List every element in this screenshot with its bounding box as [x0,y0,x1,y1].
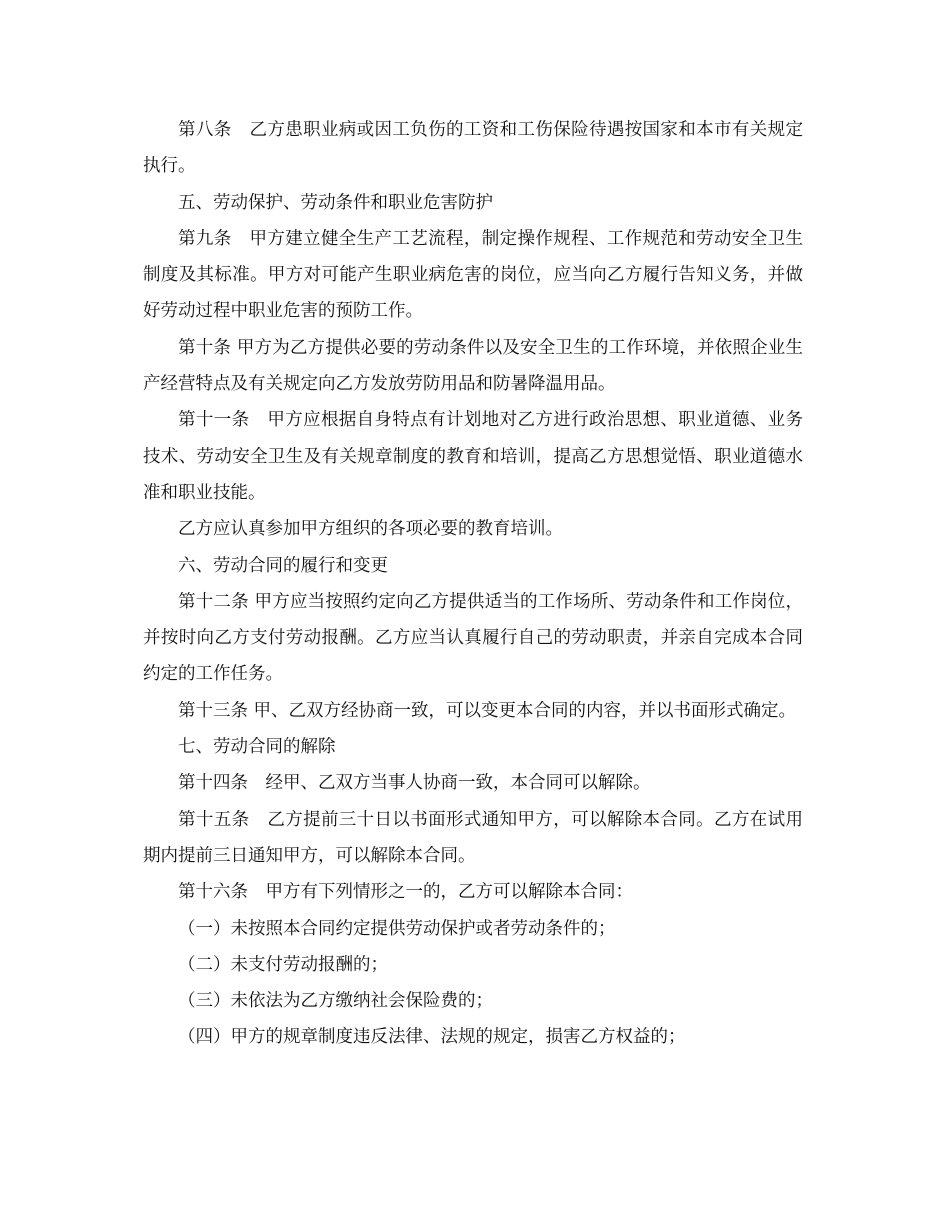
article-15: 第十五条 乙方提前三十日以书面形式通知甲方，可以解除本合同。乙方在试用期内提前三日通知甲方，可以解除本合同。 [143,809,803,866]
article-10: 第十条 甲方为乙方提供必要的劳动条件以及安全卫生的工作环境，并依照企业生产经营特点及有关规定向乙方发放劳防用品和防暑降温用品。 [143,337,803,395]
section-6-heading: 六、劳动合同的履行和变更 [178,555,388,576]
article-9: 第九条 甲方建立健全生产工艺流程，制定操作规程、工作规范和劳动安全卫生制度及其标准。甲方对可能产生职业病危害的岗位，应当向乙方履行告知义务，并做好劳动过程中职业危害的预防工作。 [143,228,803,322]
article-16: 第十六条 甲方有下列情形之一的，乙方可以解除本合同： [178,882,633,903]
clause-item-1: （一）未按照本合同约定提供劳动保护或者劳动条件的； [178,918,616,939]
clause-item-2: （二）未支付劳动报酬的； [178,954,388,975]
clause-item-4: （四）甲方的规章制度违反法律、法规的规定，损害乙方权益的； [178,1027,686,1048]
section-7-heading: 七、劳动合同的解除 [178,737,336,758]
section-5-heading: 五、劳动保护、劳动条件和职业危害防护 [178,192,493,213]
article-14: 第十四条 经甲、乙双方当事人协商一致，本合同可以解除。 [178,773,651,794]
clause-item-3: （三）未依法为乙方缴纳社会保险费的； [178,991,493,1012]
article-11: 第十一条 甲方应根据自身特点有计划地对乙方进行政治思想、职业道德、业务技术、劳动安全卫生及有关规章制度的教育和培训，提高乙方思想觉悟、职业道德水准和职业技能。 [143,410,803,503]
training-note: 乙方应认真参加甲方组织的各项必要的教育培训。 [178,519,563,540]
article-12: 第十二条 甲方应当按照约定向乙方提供适当的工作场所、劳动条件和工作岗位，并按时向乙方支付劳动报酬。乙方应当认真履行自己的劳动职责，并亲自完成本合同约定的工作任务。 [143,591,803,685]
article-8: 第八条 乙方患职业病或因工负伤的工资和工伤保险待遇按国家和本市有关规定执行。 [143,120,803,177]
document-body [143,112,803,1056]
article-13: 第十三条 甲、乙双方经协商一致，可以变更本合同的内容，并以书面形式确定。 [178,700,797,721]
